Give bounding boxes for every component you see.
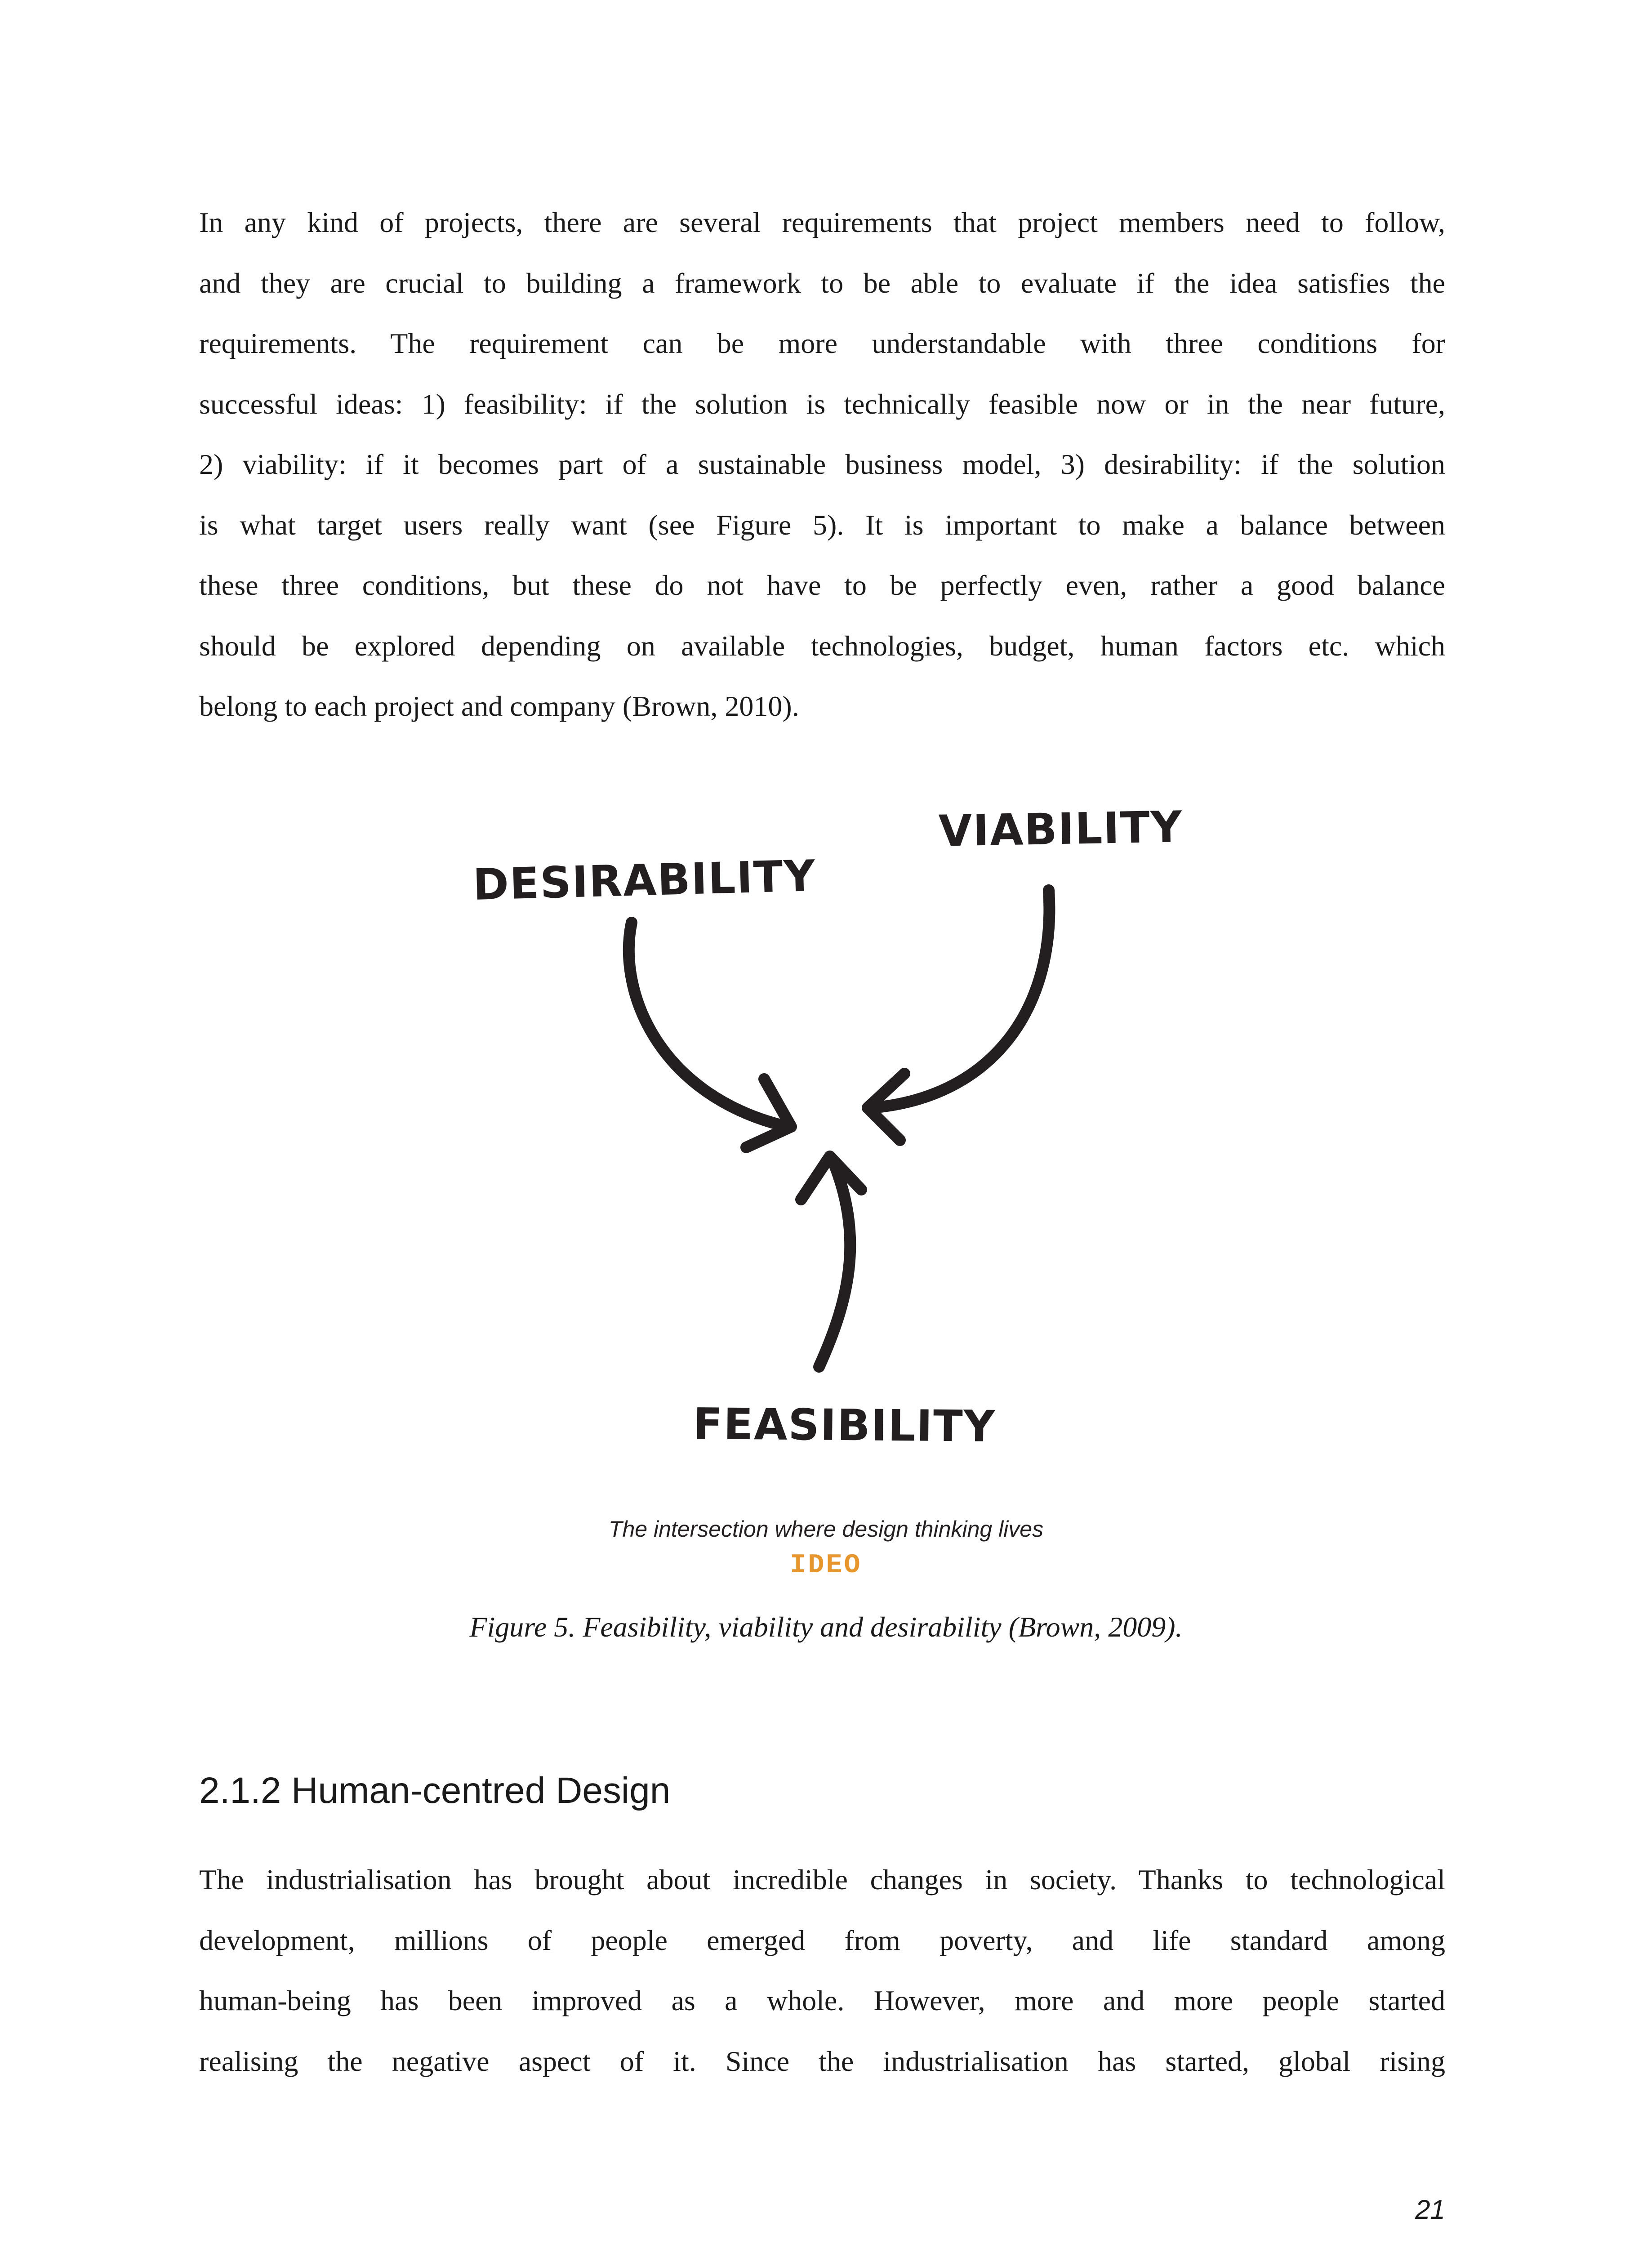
section-heading: 2.1.2 Human-centred Design [199,1770,671,1811]
text-line: development, millions of people emerged from poverty, and life standard among [199,1924,1445,1956]
desirability-arrow [629,923,788,1127]
ideo-logo: IDEO [790,1550,862,1581]
viability-label: VIABILITY [938,802,1184,856]
body-paragraph [199,192,1445,737]
figure-caption: Figure 5. Feasibility, viability and desirability (Brown, 2009). [469,1611,1183,1643]
text-line: and they are crucial to building a framework to be able to evaluate if the idea satisfies the [199,267,1445,299]
design-thinking-figure [450,782,1214,1475]
body-paragraph [199,1850,1445,2092]
text-line: these three conditions, but these do not have to be perfectly even, rather a good balance [199,569,1445,601]
feasibility-arrowhead [801,1156,861,1200]
text-line: 2) viability: if it becomes part of a sustainable business model, 3) desirability: if the solution [199,448,1445,480]
feasibility-label: FEASIBILITY [693,1399,996,1452]
text-line: realising the negative aspect of it. Since the industrialisation has started, global rising [199,2045,1445,2077]
text-line: requirements. The requirement can be more understandable with three conditions for [199,327,1445,359]
desirability-label: DESIRABILITY [472,851,817,910]
text-line: successful ideas: 1) feasibility: if the solution is technically feasible now or in the near future, [199,388,1445,420]
text-line: human-being has been improved as a whole. However, more and more people started [199,1985,1445,2016]
text-line: is what target users really want (see Figure 5). It is important to make a balance between [199,508,1445,541]
figure-tagline: The intersection where design thinking lives [608,1517,1044,1542]
page-number: 21 [1415,2194,1445,2225]
text-line: In any kind of projects, there are several requirements that project members need to follow, [199,206,1445,238]
text-line: The industrialisation has brought about incredible changes in society. Thanks to technological [199,1864,1445,1896]
text-line: belong to each project and company (Brown, 2010). [199,690,799,722]
text-line: should be explored depending on available technologies, budget, human factors etc. which [199,629,1445,662]
feasibility-arrow [819,1160,850,1367]
